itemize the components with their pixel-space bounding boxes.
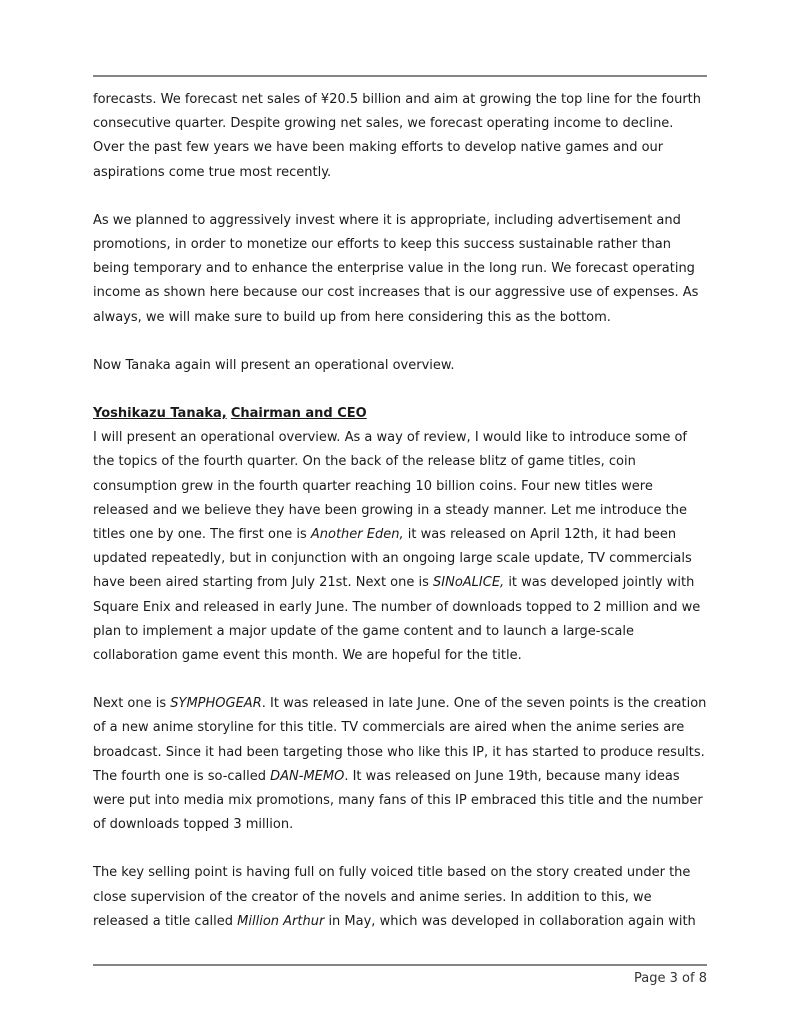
page-number: Page 3 of 8	[634, 971, 707, 986]
text-run: DAN-MEMO	[270, 768, 345, 784]
text-run: As we planned to aggressively invest where it is appropriate, including advertisement and promotions, in order to monetize our efforts to keep this success sustainable rather than being temporary and to enhance the enterprise value in the long run. We forecast operating income as shown here because our cost increases that is our aggressive use of expenses. As always, we will make sure to build up from here considering this as the bottom.	[93, 212, 699, 325]
paragraph-investment	[93, 209, 707, 330]
text-run: The key selling point is having full on fully voiced title based on the story created under the close supervision of the creator of the novels and anime series. In addition to this, we released a title called	[93, 865, 691, 929]
text-run: I will present an operational overview. As a way of review, I would like to introduce some of the topics of the fourth quarter. On the back of the release blitz of game titles, coin consumption grew in the fourth quarter reaching 10 billion coins. Four new titles were released and we believe they have been growing in a steady manner. Let me introduce the titles one by one. The first one is	[93, 430, 687, 543]
text-run: . It was released in late June. One of the seven points is the creation of a new anime storyline for this title. TV commercials are aired when the anime series are broadcast. Since it had been targeting those who like this IP, it has started to produce results. The fourth one is so-called	[93, 696, 707, 784]
body-paragraphs	[93, 88, 707, 958]
paragraph-symphogear-danmemo	[93, 692, 707, 837]
text-run: Another Eden,	[310, 527, 404, 543]
footer	[93, 964, 707, 989]
text-run: Million Arthur	[237, 913, 325, 929]
text-run: Chairman and CEO	[230, 406, 367, 422]
text-run: SINoALICE,	[433, 575, 505, 591]
text-run: . It was released on June 19th, because many ideas were put into media mix promotions, many fans of this IP embraced this title and the number of downloads topped 3 million.	[93, 768, 703, 833]
paragraph-handover	[93, 354, 707, 378]
text-run: it was developed jointly with Square Enix and released in early June. The number of downloads topped to 2 million and we plan to implement a major update of the game content and to launch a large-scale collaboration game event this month. We are hopeful for the title.	[93, 575, 701, 664]
text-run: it was released on April 12th, it had been updated repeatedly, but in conjunction with an ongoing large scale update, TV commercials have been aired starting from July 21st. Next one is	[93, 527, 692, 591]
text-run: Yoshikazu Tanaka,	[93, 406, 227, 422]
top-rule	[93, 75, 707, 77]
paragraph-forecasts	[93, 88, 707, 185]
text-run: forecasts. We forecast net sales of ¥20.5 billion and aim at growing the top line for the fourth consecutive quarter. Despite growing net sales, we forecast operating income to decline. Over the past few years we have been making efforts to develop native games and our aspirations come true most recently.	[93, 92, 702, 180]
text-run: SYMPHOGEAR	[170, 696, 262, 712]
paragraph-million-arthur	[93, 861, 707, 934]
text-run: Next one is	[93, 696, 171, 712]
text-run: in May, which was developed in collaboration again with	[324, 913, 696, 929]
speaker-heading	[93, 402, 707, 426]
text-run: Now Tanaka again will present an operational overview.	[93, 357, 455, 373]
paragraph-overview	[93, 426, 707, 668]
